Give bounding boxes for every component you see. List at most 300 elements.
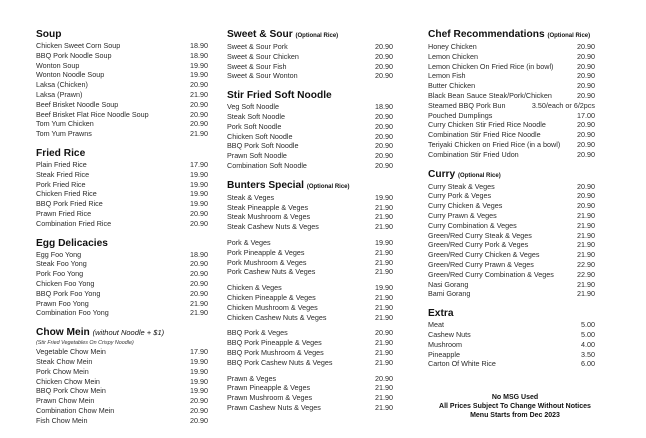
menu-item-price: 18.90 [190, 249, 208, 259]
menu-item [36, 299, 208, 309]
menu-item-name: Lemon Chicken On Fried Rice (in bowl) [428, 61, 554, 71]
menu-item-name: Sweet & Sour Wonton [227, 71, 298, 81]
menu-item-price: 19.90 [190, 179, 208, 189]
menu-item-name: Sweet & Sour Fish [227, 61, 287, 71]
menu-item-price: 19.90 [190, 60, 208, 70]
section-subnote: (Stir Fried Vegetables On Crispy Noodle) [36, 340, 134, 347]
menu-item-name: BBQ Pork Noodle Soup [36, 50, 112, 60]
menu-item-price: 20.90 [577, 42, 595, 51]
menu-item-name: Wonton Noodle Soup [36, 70, 105, 80]
menu-item-price: 21.90 [190, 298, 208, 308]
menu-item-price: 18.90 [190, 41, 208, 50]
menu-item-name: Prawn & Veges [227, 373, 277, 383]
menu-item [227, 248, 393, 258]
menu-item-price: 21.90 [375, 257, 393, 267]
menu-item-name: Green/Red Curry Chicken & Veges [428, 250, 540, 260]
menu-item-name: BBQ Pork Soft Noodle [227, 141, 299, 151]
menu-item-price: 21.90 [375, 202, 393, 212]
menu-item-name: Cashew Nuts [428, 329, 471, 339]
menu-item [227, 283, 393, 293]
menu-item-name: Pouched Dumplings [428, 110, 493, 120]
menu-item-name: Chicken Pineapple & Veges [227, 292, 316, 302]
menu-item-name: Vegetable Chow Mein [36, 347, 106, 357]
menu-item-price: 20.90 [190, 405, 208, 415]
menu-item-price: 21.90 [375, 357, 393, 367]
menu-item [36, 170, 208, 180]
menu-item-price: 21.90 [375, 312, 393, 322]
menu-item [428, 52, 595, 62]
menu-item-price: 20.90 [577, 191, 595, 201]
menu-item [36, 406, 208, 416]
menu-item [428, 340, 595, 350]
menu-item [36, 119, 208, 129]
menu-item-price: 21.90 [577, 240, 595, 250]
menu-item-price: 19.90 [190, 169, 208, 179]
menu-item-price: 20.90 [190, 119, 208, 129]
menu-item-name: Mushroom [428, 339, 462, 349]
section-title [227, 90, 393, 102]
menu-item [36, 90, 208, 100]
menu-item-name: Chicken Sweet Corn Soup [36, 41, 121, 50]
menu-item-price: 20.90 [375, 160, 393, 170]
menu-item-price: 21.90 [375, 383, 393, 393]
menu-item [36, 219, 208, 229]
menu-item-price: 20.90 [577, 71, 595, 81]
menu-item-name: Curry Combination & Veges [428, 220, 517, 230]
menu-item-name: Prawn Mushroom & Veges [227, 393, 313, 403]
menu-item [428, 211, 595, 221]
menu-item-name: Prawn Chow Mein [36, 396, 95, 406]
menu-item-name: Combination Fried Rice [36, 218, 112, 228]
menu-item-price: 5.00 [581, 320, 595, 330]
section-title [36, 29, 208, 41]
menu-item-price: 20.90 [190, 80, 208, 90]
menu-item-name: BBQ Pork Chow Mein [36, 386, 106, 396]
menu-item-price: 20.90 [190, 278, 208, 288]
menu-item-name: Chicken Fried Rice [36, 189, 97, 199]
section-note: (Optional Rice) [295, 33, 339, 39]
menu-item-name: Pork Fried Rice [36, 179, 86, 189]
menu-item-price: 20.90 [375, 141, 393, 151]
menu-item-name: Chicken Soft Noodle [227, 131, 293, 141]
menu-item-price: 20.90 [190, 269, 208, 279]
menu-item [428, 280, 595, 290]
menu-item [36, 259, 208, 269]
menu-item [36, 279, 208, 289]
menu-item [227, 374, 393, 384]
menu-item-price: 20.90 [375, 42, 393, 51]
section-title-text: Egg Delicacies [36, 237, 108, 249]
menu-item [227, 151, 393, 161]
menu-item-price: 20.90 [577, 149, 595, 159]
menu-item-price: 19.90 [190, 386, 208, 396]
menu-item [428, 42, 595, 52]
menu-item [227, 102, 393, 112]
menu-section-fried-rice [36, 148, 208, 229]
menu-item-price: 18.90 [375, 102, 393, 112]
menu-item-name: Combination Chow Mein [36, 405, 115, 415]
section-title [36, 327, 208, 339]
footer-price-note: All Prices Subject To Change Without Notices [439, 403, 591, 410]
menu-item-price: 21.90 [190, 129, 208, 139]
section-note: (Optional Rice) [547, 33, 591, 39]
menu-item [428, 231, 595, 241]
menu-item-name: Laksa (Chicken) [36, 80, 88, 90]
menu-item [227, 42, 393, 52]
section-title-text: Soup [36, 29, 62, 40]
menu-item [36, 386, 208, 396]
menu-item [36, 357, 208, 367]
menu-item [227, 238, 393, 248]
menu-item-name: Chicken Mushroom & Veges [227, 302, 318, 312]
menu-item-price: 19.90 [190, 376, 208, 386]
menu-section-sweet-sour [227, 29, 393, 81]
menu-item-name: Steak & Veges [227, 192, 275, 202]
menu-item-price: 20.90 [190, 218, 208, 228]
menu-item [227, 258, 393, 268]
menu-item [36, 41, 208, 51]
menu-item [428, 91, 595, 101]
menu-item [428, 320, 595, 330]
menu-item [36, 199, 208, 209]
menu-item [428, 191, 595, 201]
section-title-text: Fried Rice [36, 147, 86, 159]
menu-item [428, 182, 595, 192]
menu-item [227, 313, 393, 323]
menu-item-name: Honey Chicken [428, 42, 477, 51]
menu-item-name: Veg Soft Noodle [227, 102, 279, 112]
menu-item-price: 17.90 [190, 159, 208, 169]
menu-item [227, 161, 393, 171]
menu-item-name: Green/Red Curry Steak & Veges [428, 230, 532, 240]
menu-item [227, 62, 393, 72]
section-title-text: Stir Fried Soft Noodle [227, 90, 332, 102]
menu-column-3 [428, 29, 595, 378]
menu-item-price: 3.50/each or 6/2pcs [531, 100, 595, 110]
menu-item-price: 20.90 [577, 201, 595, 211]
menu-item-name: Chicken Cashew Nuts & Veges [227, 312, 327, 322]
menu-item [227, 132, 393, 142]
section-title [36, 148, 208, 160]
menu-section-soup [36, 29, 208, 139]
menu-item [36, 209, 208, 219]
menu-item-price: 20.90 [577, 120, 595, 130]
menu-item [428, 289, 595, 299]
menu-item-name: Fish Chow Mein [36, 415, 88, 425]
menu-item-price: 20.90 [577, 130, 595, 140]
menu-section-chef-recommendations [428, 29, 595, 160]
menu-item-name: Pork Chow Mein [36, 366, 89, 376]
menu-item [428, 120, 595, 130]
menu-item-name: Pork Soft Noodle [227, 121, 282, 131]
menu-item-price: 4.00 [581, 339, 595, 349]
menu-item-price: 19.90 [375, 237, 393, 247]
menu-item-name: Tom Yum Prawns [36, 129, 92, 139]
menu-item-price: 21.90 [190, 89, 208, 99]
menu-item-price: 20.90 [577, 81, 595, 91]
menu-item-name: Curry Pork & Veges [428, 191, 492, 201]
menu-item-name: BBQ Pork Fried Rice [36, 199, 103, 209]
section-title-text: Bunters Special [227, 179, 304, 191]
menu-item [227, 122, 393, 132]
menu-item-name: Combination Stir Fried Udon [428, 149, 519, 159]
menu-item-price: 19.90 [375, 192, 393, 202]
section-title-text: Extra [428, 308, 454, 320]
menu-item [227, 193, 393, 203]
menu-item-name: Pork Mushroom & Veges [227, 257, 307, 267]
menu-item-name: Wonton Soup [36, 60, 80, 70]
footer-date-note: Menu Starts from Dec 2023 [470, 412, 560, 419]
menu-item [227, 348, 393, 358]
menu-item-price: 20.90 [577, 51, 595, 61]
menu-item [227, 141, 393, 151]
menu-section-curry [428, 169, 595, 300]
menu-item-name: Prawn Cashew Nuts & Veges [227, 402, 321, 412]
section-title [36, 238, 208, 250]
menu-item-price: 21.90 [375, 222, 393, 232]
menu-item-price: 21.90 [577, 289, 595, 299]
menu-item-price: 20.90 [190, 109, 208, 119]
menu-item-name: BBQ Pork Foo Yong [36, 288, 101, 298]
menu-item [227, 222, 393, 232]
menu-item-name: Prawn Pineapple & Veges [227, 383, 311, 393]
menu-item-price: 19.90 [190, 189, 208, 199]
menu-item-price: 19.90 [190, 356, 208, 366]
menu-column-1 [36, 29, 208, 435]
menu-item-price: 21.90 [577, 230, 595, 240]
menu-item-price: 20.90 [190, 208, 208, 218]
menu-item-name: Pineapple [428, 349, 460, 359]
menu-item-name: Egg Foo Yong [36, 249, 82, 259]
menu-item [227, 112, 393, 122]
menu-item-price: 21.90 [375, 247, 393, 257]
menu-item [227, 403, 393, 413]
menu-item [36, 70, 208, 80]
menu-item-name: Combination Stir Fried Rice Noodle [428, 130, 541, 140]
section-note: (Optional Rice) [306, 183, 350, 190]
menu-section-egg-delicacies [36, 238, 208, 319]
menu-item [227, 267, 393, 277]
section-title [428, 308, 595, 320]
menu-item-price: 21.90 [190, 308, 208, 318]
footer-msg-note: No MSG Used [491, 394, 539, 401]
menu-item-name: Chicken Foo Yong [36, 278, 95, 288]
menu-item [428, 350, 595, 360]
menu-item-price: 21.90 [577, 250, 595, 260]
menu-item-name: Curry Steak & Veges [428, 181, 495, 191]
menu-item [428, 330, 595, 340]
menu-item-name: Black Bean Sauce Steak/Pork/Chicken [428, 90, 552, 100]
menu-item-price: 21.90 [375, 302, 393, 312]
menu-item [36, 269, 208, 279]
menu-item-price: 20.90 [375, 51, 393, 61]
section-title [227, 180, 393, 193]
menu-item [227, 212, 393, 222]
section-title [428, 169, 595, 182]
menu-item-price: 20.90 [375, 111, 393, 121]
menu-item-price: 6.00 [581, 359, 595, 369]
menu-item-name: Curry Chicken Stir Fried Rice Noodle [428, 120, 546, 130]
menu-item [227, 52, 393, 62]
menu-item-name: Chicken & Veges [227, 283, 282, 293]
menu-item-name: Pork Foo Yong [36, 269, 84, 279]
menu-item-price: 20.90 [375, 121, 393, 131]
menu-item-price: 20.90 [375, 61, 393, 71]
menu-item-price: 20.90 [577, 90, 595, 100]
section-title [227, 29, 393, 42]
menu-item-price: 20.90 [375, 373, 393, 383]
menu-item-name: Green/Red Curry Combination & Veges [428, 269, 554, 279]
menu-item [428, 111, 595, 121]
menu-item-name: Prawn Soft Noodle [227, 151, 287, 161]
menu-item [428, 240, 595, 250]
menu-item [36, 100, 208, 110]
menu-item-price: 21.90 [577, 279, 595, 289]
menu-item [428, 201, 595, 211]
menu-item-price: 21.90 [577, 210, 595, 220]
menu-item-name: Steamed BBQ Pork Bun [428, 100, 506, 110]
menu-item [36, 160, 208, 170]
menu-item-name: Curry Chicken & Veges [428, 201, 503, 211]
menu-item-price: 18.90 [190, 50, 208, 60]
menu-item [428, 250, 595, 260]
menu-item [227, 203, 393, 213]
menu-item [36, 377, 208, 387]
menu-item-price: 17.00 [577, 110, 595, 120]
menu-item-name: Pork Cashew Nuts & Veges [227, 267, 316, 277]
menu-item [428, 260, 595, 270]
menu-item-name: Lemon Chicken [428, 51, 478, 61]
menu-item-name: BBQ Pork Mushroom & Veges [227, 347, 324, 357]
menu-item-name: Sweet & Sour Chicken [227, 51, 299, 61]
menu-item-price: 20.90 [375, 131, 393, 141]
menu-item-price: 17.90 [190, 347, 208, 357]
menu-item-price: 22.90 [577, 259, 595, 269]
menu-item-name: Green/Red Curry Prawn & Veges [428, 259, 534, 269]
menu-item-name: BBQ Pork Pineapple & Veges [227, 338, 322, 348]
menu-item [227, 293, 393, 303]
menu-item-price: 19.90 [190, 199, 208, 209]
menu-item-price: 20.90 [577, 61, 595, 71]
menu-item-price: 19.90 [375, 283, 393, 293]
menu-item [36, 180, 208, 190]
menu-item-name: Plain Fried Rice [36, 159, 87, 169]
menu-item-name: Sweet & Sour Pork [227, 42, 288, 51]
menu-item [36, 51, 208, 61]
menu-item-name: Steak Soft Noodle [227, 111, 285, 121]
menu-item-name: Steak Cashew Nuts & Veges [227, 222, 319, 232]
menu-item [36, 308, 208, 318]
menu-item [227, 328, 393, 338]
menu-section-chow-mein [36, 327, 208, 425]
menu-item [227, 383, 393, 393]
section-title-text: Chow Mein [36, 327, 90, 339]
menu-item [36, 250, 208, 260]
menu-item-price: 20.90 [375, 71, 393, 81]
menu-section-bunters-special [227, 180, 393, 413]
section-note: (without Noodle + $1) [92, 328, 165, 338]
menu-item-price: 20.90 [190, 396, 208, 406]
menu-item [428, 150, 595, 160]
menu-item [227, 71, 393, 81]
menu-column-2 [227, 29, 393, 422]
menu-item [36, 110, 208, 120]
menu-item-name: Steak Fried Rice [36, 169, 90, 179]
menu-item [227, 358, 393, 368]
menu-item-name: Pork & Veges [227, 237, 271, 247]
menu-section-extra [428, 308, 595, 369]
menu-item-name: Steak Mushroom & Veges [227, 212, 311, 222]
menu-item [36, 189, 208, 199]
menu-item-price: 21.90 [375, 267, 393, 277]
menu-item [428, 81, 595, 91]
menu-item [428, 221, 595, 231]
menu-item-price: 20.90 [577, 139, 595, 149]
menu-item-price: 20.90 [375, 151, 393, 161]
menu-item [227, 338, 393, 348]
menu-item-price: 21.90 [375, 347, 393, 357]
menu-item-price: 19.90 [190, 70, 208, 80]
menu-item-price: 20.90 [577, 181, 595, 191]
menu-item-price: 5.00 [581, 329, 595, 339]
menu-item-name: Bami Gorang [428, 289, 471, 299]
menu-item-name: Prawn Fried Rice [36, 208, 92, 218]
menu-item-name: Chicken Chow Mein [36, 376, 100, 386]
menu-item-price: 21.90 [375, 212, 393, 222]
menu-item-price: 20.90 [190, 259, 208, 269]
menu-item-name: Lemon Fish [428, 71, 466, 81]
menu-item-name: Green/Red Curry Pork & Veges [428, 240, 529, 250]
menu-item [36, 80, 208, 90]
menu-item-name: Nasi Gorang [428, 279, 469, 289]
menu-item-name: Pork Pineapple & Veges [227, 247, 305, 257]
menu-item-name: Steak Chow Mein [36, 356, 93, 366]
menu-item-name: Combination Foo Yong [36, 308, 109, 318]
menu-item [428, 130, 595, 140]
menu-item-price: 21.90 [577, 220, 595, 230]
menu-item-price: 22.90 [577, 269, 595, 279]
menu-item-name: Beef Brisket Noodle Soup [36, 99, 119, 109]
menu-item-price: 20.90 [190, 99, 208, 109]
menu-item-price: 21.90 [375, 402, 393, 412]
menu-item [36, 347, 208, 357]
menu-item-name: Tom Yum Chicken [36, 119, 94, 129]
menu-item-name: Steak Foo Yong [36, 259, 87, 269]
menu-item [428, 101, 595, 111]
section-title [428, 29, 595, 42]
menu-item [428, 270, 595, 280]
menu-item-name: BBQ Pork Cashew Nuts & Veges [227, 357, 333, 367]
menu-item [428, 62, 595, 72]
menu-item-price: 21.90 [375, 393, 393, 403]
menu-item-price: 20.90 [190, 288, 208, 298]
menu-item-name: Teriyaki Chicken on Fried Rice (in a bowl) [428, 139, 561, 149]
menu-item-price: 21.90 [375, 338, 393, 348]
menu-item [428, 140, 595, 150]
menu-item-name: Beef Brisket Flat Rice Noodle Soup [36, 109, 149, 119]
menu-section-stir-fried-soft-noodle [227, 90, 393, 171]
menu-item-name: Butter Chicken [428, 81, 476, 91]
menu-footer [420, 393, 610, 420]
menu-item-name: Carton Of White Rice [428, 359, 496, 369]
menu-item-price: 20.90 [375, 328, 393, 338]
section-title-text: Curry [428, 168, 456, 180]
menu-item [428, 359, 595, 369]
menu-item [36, 61, 208, 71]
menu-item-price: 3.50 [581, 349, 595, 359]
menu-item-name: Laksa (Prawn) [36, 89, 83, 99]
menu-item [227, 393, 393, 403]
